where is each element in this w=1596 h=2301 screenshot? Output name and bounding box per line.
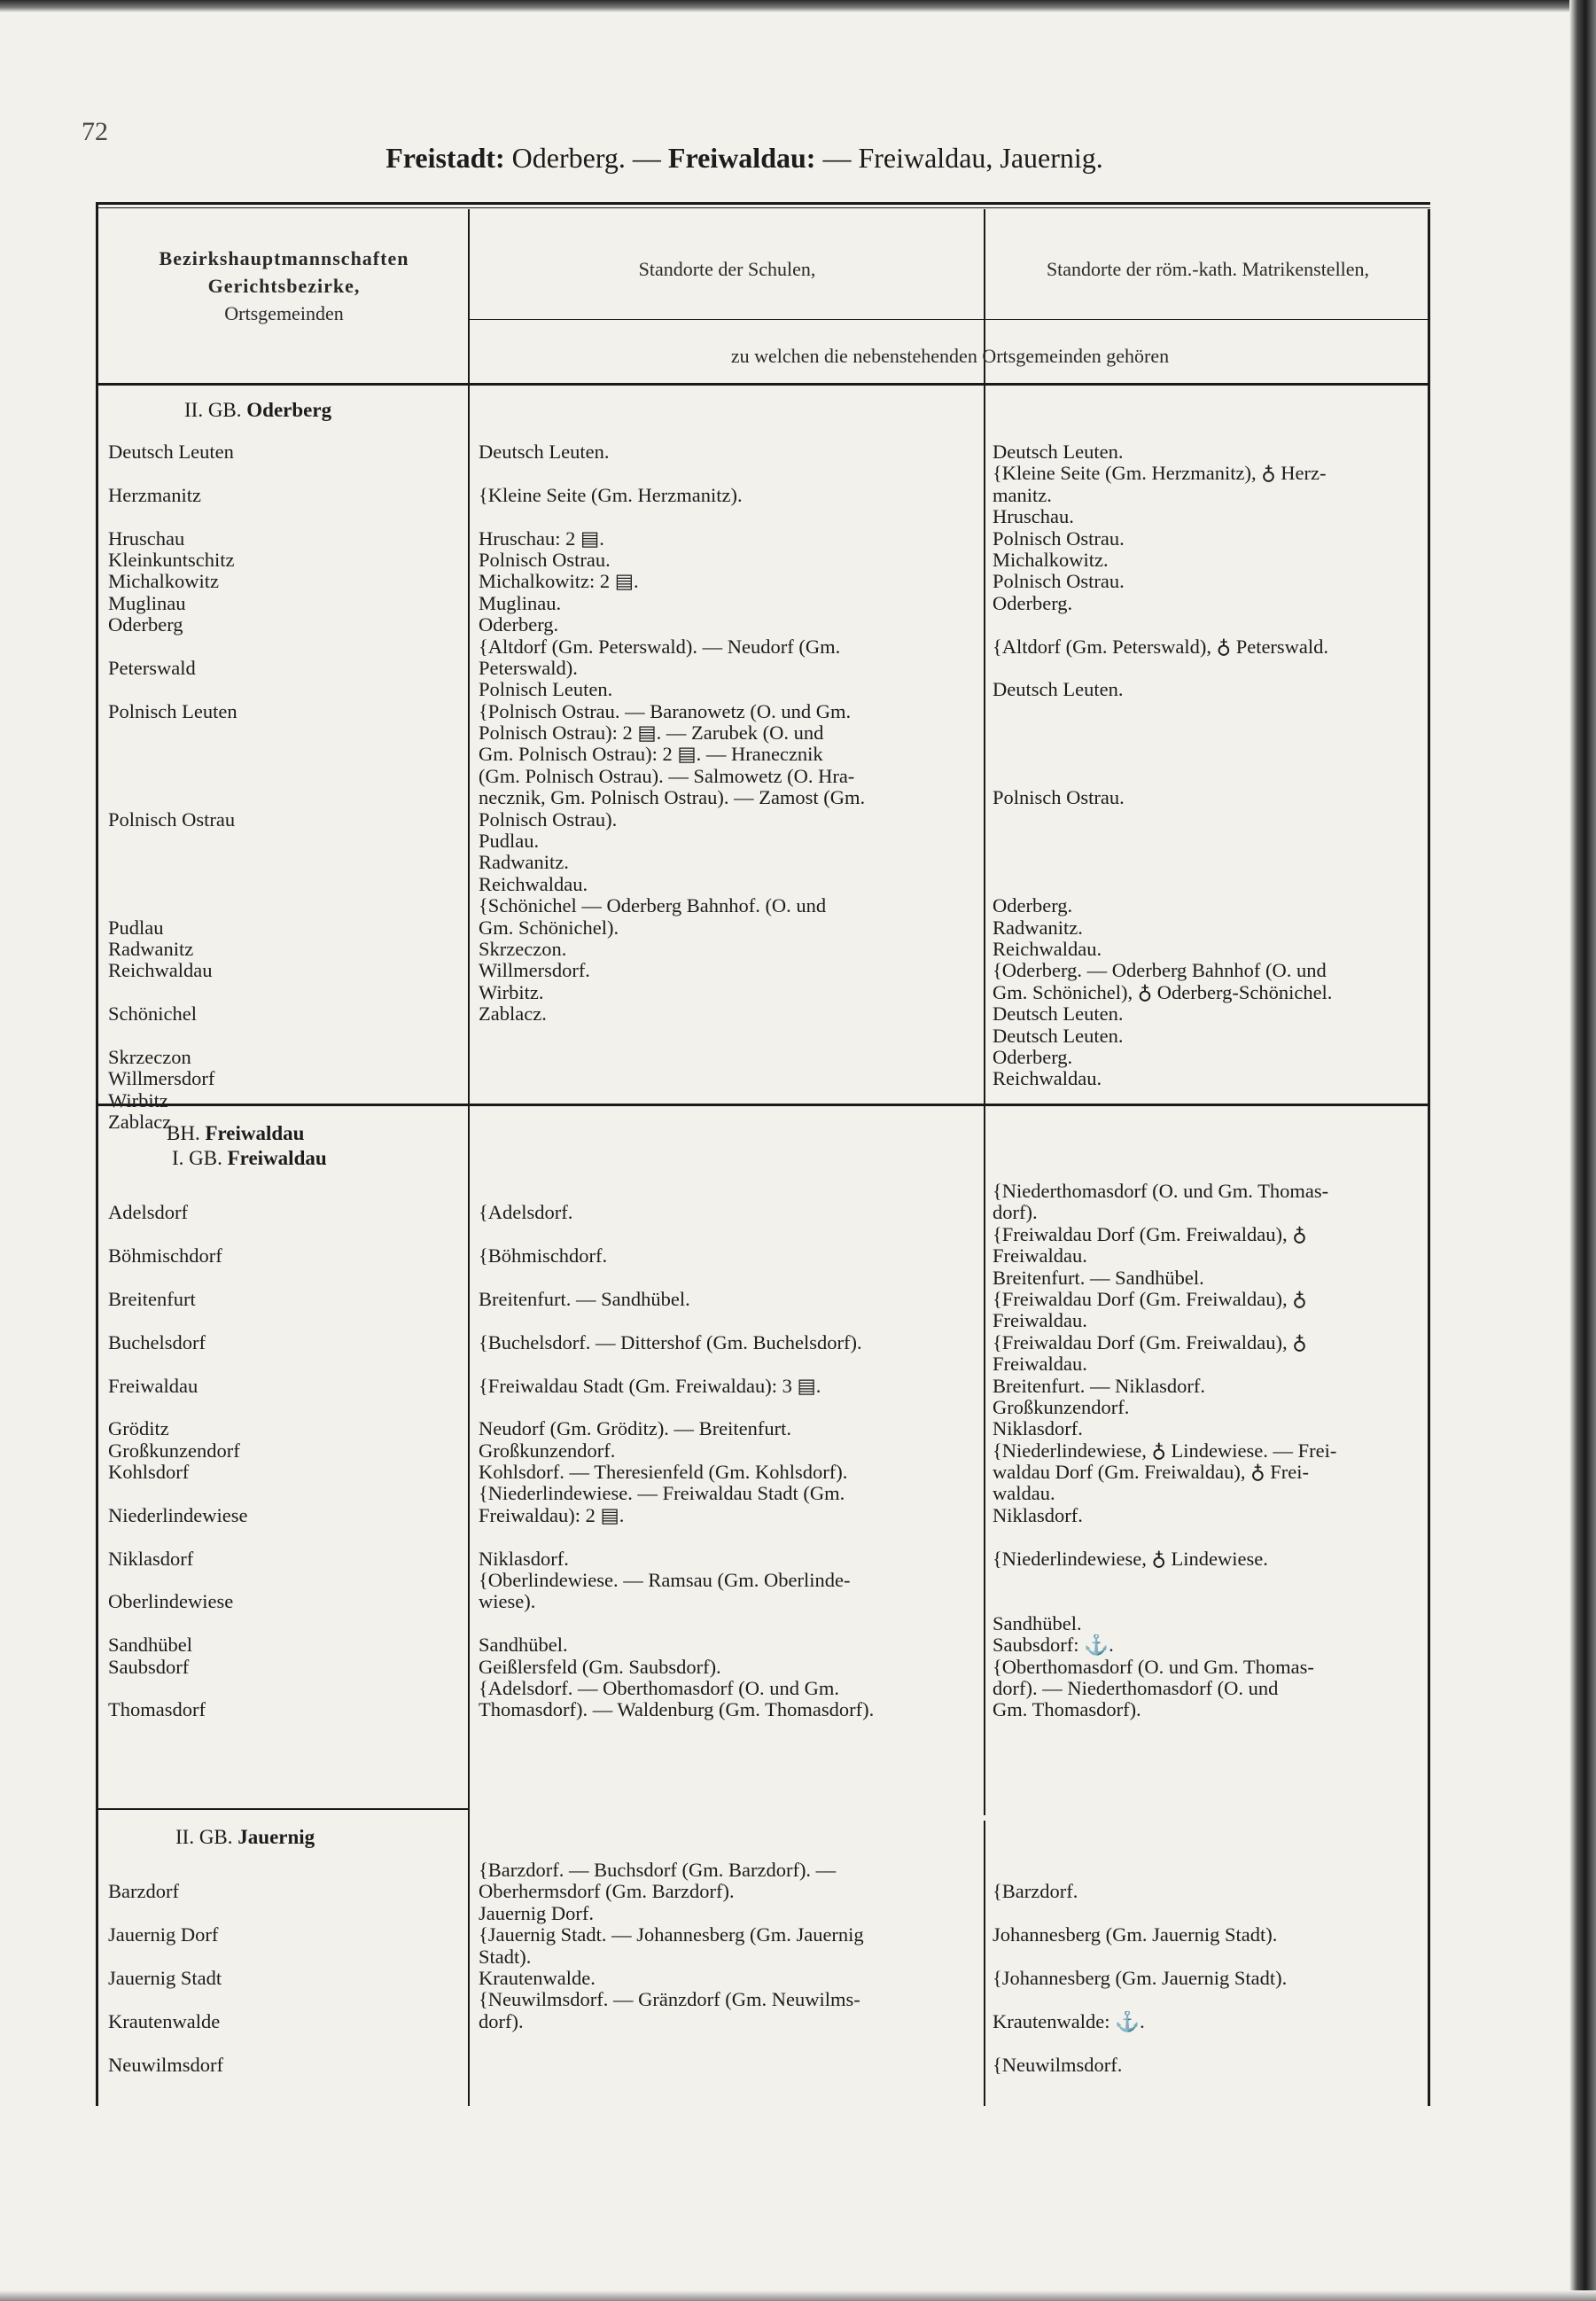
entry-line (108, 1483, 247, 1504)
title-separator: — (632, 142, 661, 174)
running-title (177, 142, 1312, 175)
entry-line (108, 831, 237, 852)
entry-line: Polnisch Ostrau. (993, 527, 1125, 550)
header-span: zu welchen die nebenstehenden Ortsgemeinden gehören (730, 345, 1170, 367)
section1-schulen (479, 441, 865, 1026)
rule-section-2 (96, 1104, 1430, 1106)
entry-line: Deutsch Leuten (108, 441, 234, 463)
entry-line: Oberlindewiese (108, 1591, 234, 1613)
entry-line (993, 831, 1332, 852)
rule-col2 (984, 209, 985, 1815)
entry-line: Oderberg. (993, 1046, 1073, 1068)
entry-line: Reichwaldau. (993, 1068, 1102, 1090)
entry-line: Radwanitz (108, 938, 194, 960)
entry-line: Deutsch Leuten. (993, 1003, 1124, 1026)
entry-line: {Schönichel — Oderberg Bahnhof. (O. und (479, 895, 827, 917)
entry-line: Thomasdorf). — Waldenburg (Gm. Thomasdorf). (479, 1699, 875, 1721)
entry-line: Pudlau. (479, 831, 540, 853)
entry-line: {Neuwilmsdorf. (993, 2054, 1123, 2076)
entry-line: {Jauernig Stadt. — Johannesberg (Gm. Jauernig (479, 1924, 864, 1946)
section-gb-name: Oderberg (246, 399, 332, 421)
entry-line (108, 982, 237, 1003)
entry-line: {Johannesberg (Gm. Jauernig Stadt). (993, 1967, 1288, 1989)
entry-line: Neuwilmsdorf (108, 2054, 223, 2076)
entry-line: Freiwaldau): 2 ▤. (479, 1504, 625, 1526)
entry-line: Deutsch Leuten. (479, 441, 610, 463)
entry-line: Krautenwalde (108, 2010, 221, 2032)
rule-header-mid (468, 319, 1430, 320)
entry-line: Skrzeczon (108, 1046, 191, 1068)
entry-line (108, 1397, 247, 1418)
entry-line: Böhmischdorf (108, 1245, 222, 1268)
entry-line: Deutsch Leuten. (993, 679, 1124, 701)
entry-line: {Polnisch Ostrau. — Baranowetz (O. und Gm. (479, 700, 852, 722)
entry-line: Peterswald (108, 657, 196, 679)
entry-line: Polnisch Ostrau. (993, 571, 1125, 593)
entry-line: {Buchelsdorf. — Dittershof (Gm. Buchelsdorf). (479, 1331, 862, 1353)
section3-ortsgemeinden (108, 1860, 223, 2076)
rule-top (96, 202, 1430, 205)
entry-line: Breitenfurt (108, 1288, 196, 1310)
entry-line: Freiwaldau (108, 1375, 199, 1397)
entry-line: Zablacz (108, 1112, 172, 1134)
entry-line (108, 722, 237, 744)
entry-line: Niklasdorf (108, 1548, 194, 1570)
entry-line (993, 1946, 1287, 1968)
rule-top-thin (96, 207, 1430, 208)
entry-line (479, 463, 865, 484)
entry-line: Freiwaldau. (993, 1310, 1087, 1332)
entry-line: Polnisch Ostrau. (993, 787, 1125, 809)
entry-line (993, 744, 1332, 765)
entry-line: Muglinau (108, 592, 186, 614)
entry-line: Niklasdorf. (993, 1504, 1083, 1526)
entry-line (108, 1946, 223, 1968)
title-freistadt: Freistadt: (385, 142, 505, 174)
entry-line (108, 895, 237, 916)
section1-matrikenstellen (993, 441, 1332, 1090)
entry-line: Saubsdorf: ⚓. (993, 1634, 1114, 1657)
entry-line (108, 787, 237, 808)
entry-line: Gm. Schönichel). (479, 916, 619, 939)
title-oderberg: Oderberg. (511, 142, 626, 174)
entry-line (479, 1397, 874, 1418)
entry-line: Jauernig Stadt (108, 1967, 222, 1989)
entry-line: Krautenwalde: ⚓. (993, 2010, 1145, 2032)
rule-col1 (468, 209, 470, 2106)
entry-line: Großkunzendorf (108, 1439, 240, 1462)
entry-line (108, 679, 237, 700)
entry-line (479, 1268, 874, 1289)
entry-line (108, 1310, 247, 1331)
section-bh-label: BH. (167, 1122, 200, 1144)
entry-line (108, 1224, 247, 1245)
entry-line (108, 874, 237, 895)
entry-line: dorf). — Niederthomasdorf (O. und (993, 1677, 1279, 1699)
entry-line: {Freiwaldau Dorf (Gm. Freiwaldau), ♁ (993, 1288, 1307, 1310)
entry-line: {Freiwaldau Stadt (Gm. Freiwaldau): 3 ▤. (479, 1375, 821, 1397)
entry-line (993, 1591, 1336, 1612)
entry-line (479, 1310, 874, 1331)
entry-line: Breitenfurt. — Sandhübel. (479, 1288, 690, 1310)
entry-line (108, 506, 237, 527)
entry-line (479, 1224, 874, 1245)
entry-line (993, 852, 1332, 873)
entry-line: Polnisch Ostrau): 2 ▤. — Zarubek (O. und (479, 722, 824, 745)
entry-line (108, 636, 237, 658)
entry-line (108, 1903, 223, 1924)
entry-line (993, 1860, 1287, 1881)
entry-line: {Barzdorf. (993, 1881, 1078, 1903)
section-title-jauernig (175, 1826, 315, 1849)
entry-line: {Freiwaldau Dorf (Gm. Freiwaldau), ♁ (993, 1331, 1307, 1353)
entry-line: Johannesberg (Gm. Jauernig Stadt). (993, 1924, 1278, 1946)
section-gb-label: II. GB. (175, 1826, 233, 1848)
rule-col2-lower (984, 1821, 985, 2106)
entry-line: Oderberg (108, 614, 183, 636)
entry-line (108, 1268, 247, 1289)
entry-line: Deutsch Leuten. (993, 441, 1124, 463)
entry-line (993, 722, 1332, 744)
entry-line (993, 766, 1332, 787)
entry-line: Pudlau (108, 916, 164, 939)
section-gb-label: I. GB. (172, 1147, 222, 1169)
entry-line: Willmersdorf (108, 1068, 215, 1090)
entry-line (108, 1570, 247, 1591)
entry-line: Radwanitz. (993, 916, 1083, 939)
entry-line: {Böhmischdorf. (479, 1245, 608, 1268)
entry-line: dorf). (479, 2010, 524, 2032)
entry-line: Polnisch Ostrau). (479, 808, 618, 831)
entry-line (108, 1353, 247, 1375)
section-gb-name: Freiwaldau (227, 1147, 327, 1169)
rule-right (1428, 209, 1430, 2106)
entry-line: Jauernig Dorf (108, 1924, 219, 1946)
entry-line: {Neuwilmsdorf. — Gränzdorf (Gm. Neuwilms- (479, 1989, 860, 2011)
entry-line: Barzdorf (108, 1881, 179, 1903)
entry-line: Schönichel (108, 1003, 197, 1026)
entry-line (993, 1989, 1287, 2010)
entry-line (108, 1989, 223, 2010)
header-col1 (105, 245, 463, 327)
entry-line (108, 463, 237, 484)
entry-line: Deutsch Leuten. (993, 1025, 1124, 1047)
section-title-bh-freiwaldau (167, 1122, 304, 1145)
entry-line (993, 809, 1332, 831)
entry-line: Freiwaldau. (993, 1353, 1087, 1376)
scan-edge-bottom (0, 2290, 1596, 2301)
entry-line: Hruschau: 2 ▤. (479, 527, 604, 550)
entry-line: Breitenfurt. — Niklasdorf. (993, 1375, 1205, 1397)
entry-line: waldau. (993, 1483, 1055, 1505)
section1-ortsgemeinden (108, 441, 237, 1134)
header-gerichtsbezirke: Gerichtsbezirke, (207, 275, 361, 297)
entry-line: Niederlindewiese (108, 1504, 248, 1526)
entry-line: wiese). (479, 1591, 536, 1613)
entry-line (993, 874, 1332, 895)
entry-line (108, 1526, 247, 1548)
section2-ortsgemeinden (108, 1181, 247, 1721)
entry-line: Gm. Thomasdorf). (993, 1699, 1141, 1721)
section-gb-name: Jauernig (237, 1826, 315, 1848)
entry-line (479, 1613, 874, 1634)
entry-line: Polnisch Leuten (108, 700, 237, 722)
rule-section-3 (96, 1808, 468, 1810)
entry-line (993, 2032, 1287, 2054)
entry-line (108, 766, 237, 787)
entry-line (993, 614, 1332, 636)
entry-line (993, 701, 1332, 722)
entry-line (108, 1678, 247, 1699)
entry-line: {Niederthomasdorf (O. und Gm. Thomas- (993, 1181, 1329, 1202)
entry-line: Kohlsdorf. — Theresienfeld (Gm. Kohlsdorf). (479, 1462, 848, 1484)
entry-line: Adelsdorf (108, 1202, 188, 1224)
entry-line: Großkunzendorf. (479, 1439, 616, 1462)
rule-left (96, 202, 98, 2106)
section2-matrikenstellen (993, 1181, 1336, 1721)
entry-line: Kleinkuntschitz (108, 549, 235, 571)
entry-line: Gm. Polnisch Ostrau): 2 ▤. — Hranecznik (479, 744, 823, 766)
entry-line: Oderberg. (479, 614, 559, 636)
entry-line (479, 506, 865, 527)
entry-line: Sandhübel (108, 1634, 192, 1657)
section3-schulen (479, 1860, 864, 2032)
entry-line: Polnisch Ostrau (108, 808, 236, 831)
entry-line (108, 1026, 237, 1047)
title-freiwaldau: Freiwaldau: (667, 142, 816, 174)
entry-line: Saubsdorf (108, 1656, 190, 1678)
entry-line: Niklasdorf. (993, 1418, 1083, 1440)
entry-line (993, 1570, 1336, 1591)
rule-header-bottom (96, 383, 1430, 386)
entry-line: Neudorf (Gm. Gröditz). — Breitenfurt. (479, 1418, 792, 1440)
header-col3: Standorte der röm.-kath. Matrikenstellen, (1046, 258, 1370, 280)
entry-line (993, 1526, 1336, 1548)
header-col2: Standorte der Schulen, (638, 258, 816, 280)
scan-edge-top (0, 0, 1596, 12)
entry-line: Stadt). (479, 1946, 532, 1968)
entry-line: {Freiwaldau Dorf (Gm. Freiwaldau), ♁ (993, 1223, 1307, 1245)
entry-line: Freiwaldau. (993, 1245, 1087, 1268)
section-bh-name: Freiwaldau (205, 1122, 305, 1144)
entry-line: Buchelsdorf (108, 1331, 206, 1353)
entry-line: {Oderberg. — Oderberg Bahnhof (O. und (993, 960, 1327, 982)
entry-line (993, 1903, 1287, 1924)
section-title-oderberg (184, 399, 331, 422)
entry-line: Herzmanitz (108, 484, 201, 506)
entry-line: Reichwaldau. (479, 873, 588, 895)
entry-line: Polnisch Leuten. (479, 679, 613, 701)
entry-line: {Altdorf (Gm. Peterswald). — Neudorf (Gm. (479, 636, 841, 658)
entry-line: {Oberlindewiese. — Ramsau (Gm. Oberlinde- (479, 1570, 851, 1592)
page-number: 72 (82, 117, 108, 146)
scan-edge-right (1569, 0, 1596, 2301)
entry-line (993, 658, 1332, 679)
header-ortsgemeinden: Ortsgemeinden (224, 302, 344, 324)
entry-line: Willmersdorf. (479, 960, 590, 982)
entry-line: {Niederlindewiese. — Freiwaldau Stadt (Gm. (479, 1483, 845, 1505)
entry-line: {Altdorf (Gm. Peterswald), ♁ Peterswald. (993, 636, 1329, 658)
entry-line: waldau Dorf (Gm. Freiwaldau), ♁ Frei- (993, 1462, 1309, 1484)
entry-line: Muglinau. (479, 592, 562, 614)
entry-line: Oderberg. (993, 592, 1073, 614)
entry-line: Jauernig Dorf. (479, 1902, 594, 1924)
entry-line: {Niederlindewiese, ♁ Lindewiese. — Frei- (993, 1439, 1337, 1462)
entry-line (479, 1353, 874, 1375)
entry-line: dorf). (993, 1202, 1038, 1224)
entry-line: Michalkowitz: 2 ▤. (479, 571, 639, 593)
entry-line: Thomasdorf (108, 1699, 206, 1721)
entry-line: Sandhübel. (993, 1612, 1082, 1634)
entry-line: Peterswald). (479, 657, 578, 679)
section3-matrikenstellen (993, 1860, 1287, 2076)
entry-line: Sandhübel. (479, 1634, 568, 1657)
header-bezirkshauptmannschaften: Bezirkshauptmannschaften (159, 247, 409, 269)
entry-line: necznik, Gm. Polnisch Ostrau). — Zamost (Gm. (479, 787, 866, 809)
entry-line: Kohlsdorf (108, 1462, 190, 1484)
entry-line (108, 1613, 247, 1634)
entry-line: Radwanitz. (479, 852, 569, 874)
entry-line: Skrzeczon. (479, 938, 567, 960)
entry-line: {Kleine Seite (Gm. Herzmanitz). (479, 484, 743, 506)
entry-line: manitz. (993, 484, 1052, 506)
entry-line: {Barzdorf. — Buchsdorf (Gm. Barzdorf). — (479, 1860, 837, 1881)
section-title-gb-freiwaldau (172, 1147, 327, 1170)
entry-line (108, 1181, 247, 1202)
entry-line: Niklasdorf. (479, 1548, 569, 1570)
entry-line (479, 1526, 874, 1548)
entry-line: Wirbitz (108, 1089, 168, 1112)
entry-line: Polnisch Ostrau. (479, 549, 611, 571)
entry-line: Zablacz. (479, 1003, 547, 1026)
entry-line: Breitenfurt. — Sandhübel. (993, 1267, 1204, 1289)
entry-line (108, 852, 237, 873)
entry-line: Reichwaldau (108, 960, 213, 982)
entry-line: (Gm. Polnisch Ostrau). — Salmowetz (O. Hra- (479, 765, 855, 787)
entry-line (108, 1860, 223, 1881)
section-gb-label: II. GB. (184, 399, 242, 421)
entry-line: {Kleine Seite (Gm. Herzmanitz), ♁ Herz- (993, 463, 1327, 485)
entry-line: Krautenwalde. (479, 1967, 596, 1989)
entry-line: Michalkowitz. (993, 549, 1109, 571)
entry-line (108, 2032, 223, 2054)
entry-line: {Oberthomasdorf (O. und Gm. Thomas- (993, 1656, 1314, 1678)
entry-line: {Adelsdorf. — Oberthomasdorf (O. und Gm. (479, 1677, 839, 1699)
entry-line: Gröditz (108, 1418, 169, 1440)
entry-line (108, 744, 237, 765)
entry-line: Reichwaldau. (993, 938, 1102, 960)
entry-line: Hruschau (108, 527, 185, 550)
entry-line: Oderberg. (993, 895, 1073, 917)
entry-line: Oberhermsdorf (Gm. Barzdorf). (479, 1881, 735, 1903)
title-districts: — Freiwaldau, Jauernig. (822, 142, 1103, 174)
entry-line: Wirbitz. (479, 981, 544, 1003)
entry-line: Gm. Schönichel), ♁ Oderberg-Schönichel. (993, 981, 1333, 1003)
entry-line: {Niederlindewiese, ♁ Lindewiese. (993, 1548, 1268, 1570)
entry-line: Geißlersfeld (Gm. Saubsdorf). (479, 1656, 721, 1678)
entry-line: Großkunzendorf. (993, 1396, 1130, 1418)
entry-line: Michalkowitz (108, 571, 219, 593)
entry-line: Hruschau. (993, 506, 1074, 528)
register-table (96, 202, 1430, 2106)
entry-line: {Adelsdorf. (479, 1202, 573, 1224)
entry-line (479, 1181, 874, 1202)
section2-schulen (479, 1181, 874, 1721)
